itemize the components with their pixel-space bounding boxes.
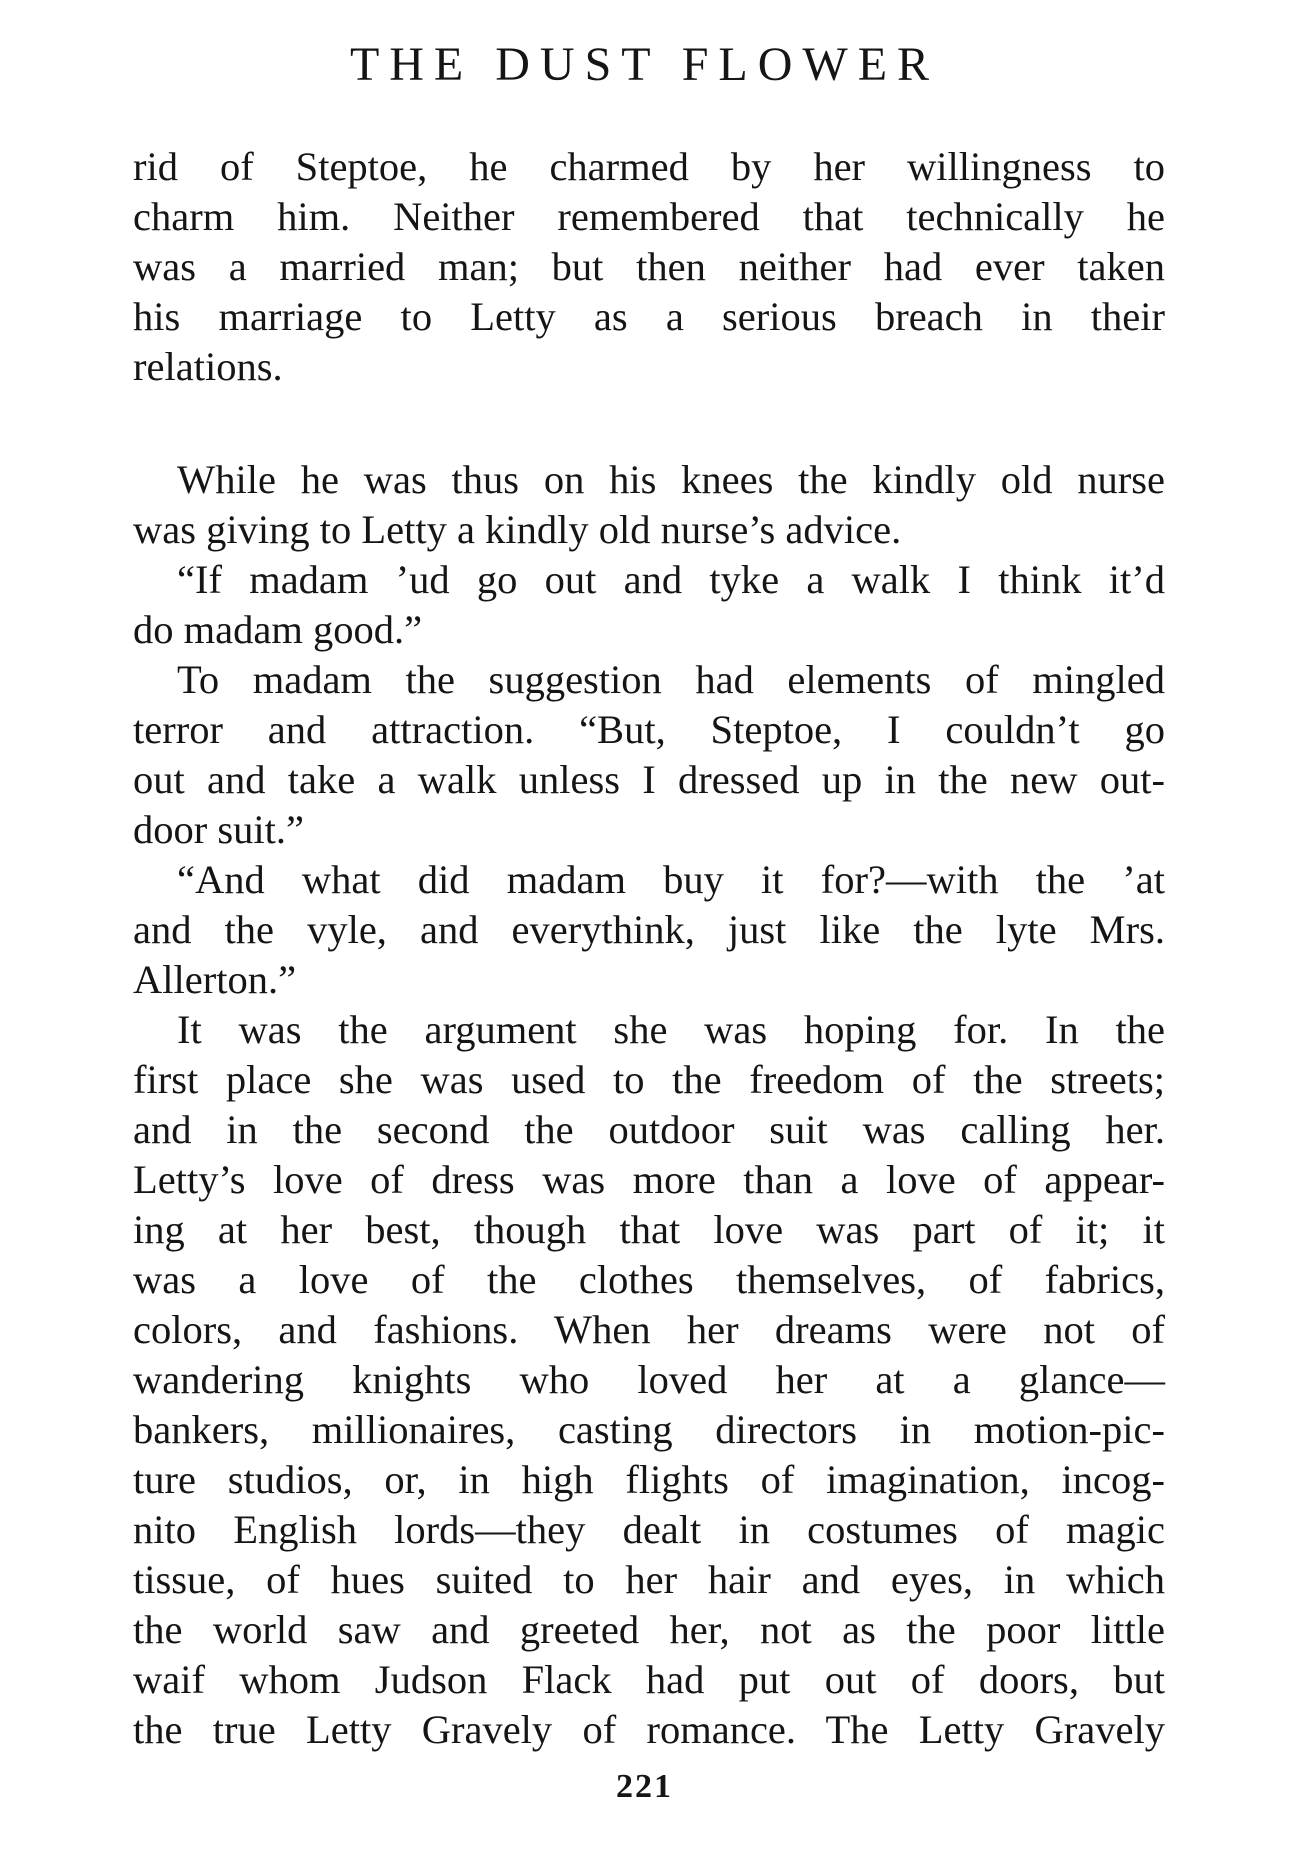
text-line: charm him. Neither remembered that technically he xyxy=(133,194,1165,239)
paragraph xyxy=(133,142,1165,392)
text-line: the world saw and greeted her, not as the poor little xyxy=(133,1607,1165,1652)
text-line: first place she was used to the freedom of the streets; xyxy=(133,1057,1165,1102)
text-line: his marriage to Letty as a serious breach in their xyxy=(133,294,1165,339)
text-line: the true Letty Gravely of romance. The Letty Gravely xyxy=(133,1707,1165,1752)
text-line: out and take a walk unless I dressed up in the new out- xyxy=(133,757,1165,802)
text-line: terror and attraction. “But, Steptoe, I couldn’t go xyxy=(133,707,1165,752)
text-line: “If madam ’ud go out and tyke a walk I think it’d xyxy=(177,557,1165,602)
text-line: door suit.” xyxy=(133,807,304,852)
paragraph xyxy=(133,1005,1165,1755)
paragraph xyxy=(133,855,1165,1005)
paragraph xyxy=(133,455,1165,555)
text-line: colors, and fashions. When her dreams were not of xyxy=(133,1307,1165,1352)
section-break xyxy=(133,392,1165,455)
text-line: ing at her best, though that love was part of it; it xyxy=(133,1207,1165,1252)
text-line: “And what did madam buy it for?—with the ’at xyxy=(177,857,1165,902)
text-line: and in the second the outdoor suit was calling her. xyxy=(133,1107,1165,1152)
page-number: 221 xyxy=(616,1768,673,1805)
text-line: was a married man; but then neither had ever taken xyxy=(133,244,1165,289)
text-line: was a love of the clothes themselves, of fabrics, xyxy=(133,1257,1165,1302)
text-line: do madam good.” xyxy=(133,607,423,652)
text-line: nito English lords—they dealt in costumes of magic xyxy=(133,1507,1165,1552)
text-line: Letty’s love of dress was more than a love of appear- xyxy=(133,1157,1165,1202)
paragraph xyxy=(133,655,1165,855)
text-line: ture studios, or, in high flights of imagination, incog- xyxy=(133,1457,1165,1502)
text-line: bankers, millionaires, casting directors in motion-pic- xyxy=(133,1407,1165,1452)
text-line: rid of Steptoe, he charmed by her willingness to xyxy=(133,144,1165,189)
paragraph xyxy=(133,555,1165,655)
text-line: While he was thus on his knees the kindly old nurse xyxy=(177,457,1165,502)
text-line: relations. xyxy=(133,344,283,389)
body-text xyxy=(133,142,1165,1755)
text-line: was giving to Letty a kindly old nurse’s advice. xyxy=(133,507,902,552)
text-line: To madam the suggestion had elements of mingled xyxy=(177,657,1165,702)
text-line: and the vyle, and everythink, just like the lyte Mrs. xyxy=(133,907,1165,952)
text-line: waif whom Judson Flack had put out of doors, but xyxy=(133,1657,1165,1702)
text-line: It was the argument she was hoping for. In the xyxy=(177,1007,1165,1052)
text-line: wandering knights who loved her at a glance— xyxy=(133,1357,1165,1402)
text-line: tissue, of hues suited to her hair and eyes, in which xyxy=(133,1557,1165,1602)
text-line: Allerton.” xyxy=(133,957,297,1002)
running-head: THE DUST FLOWER xyxy=(349,38,940,91)
